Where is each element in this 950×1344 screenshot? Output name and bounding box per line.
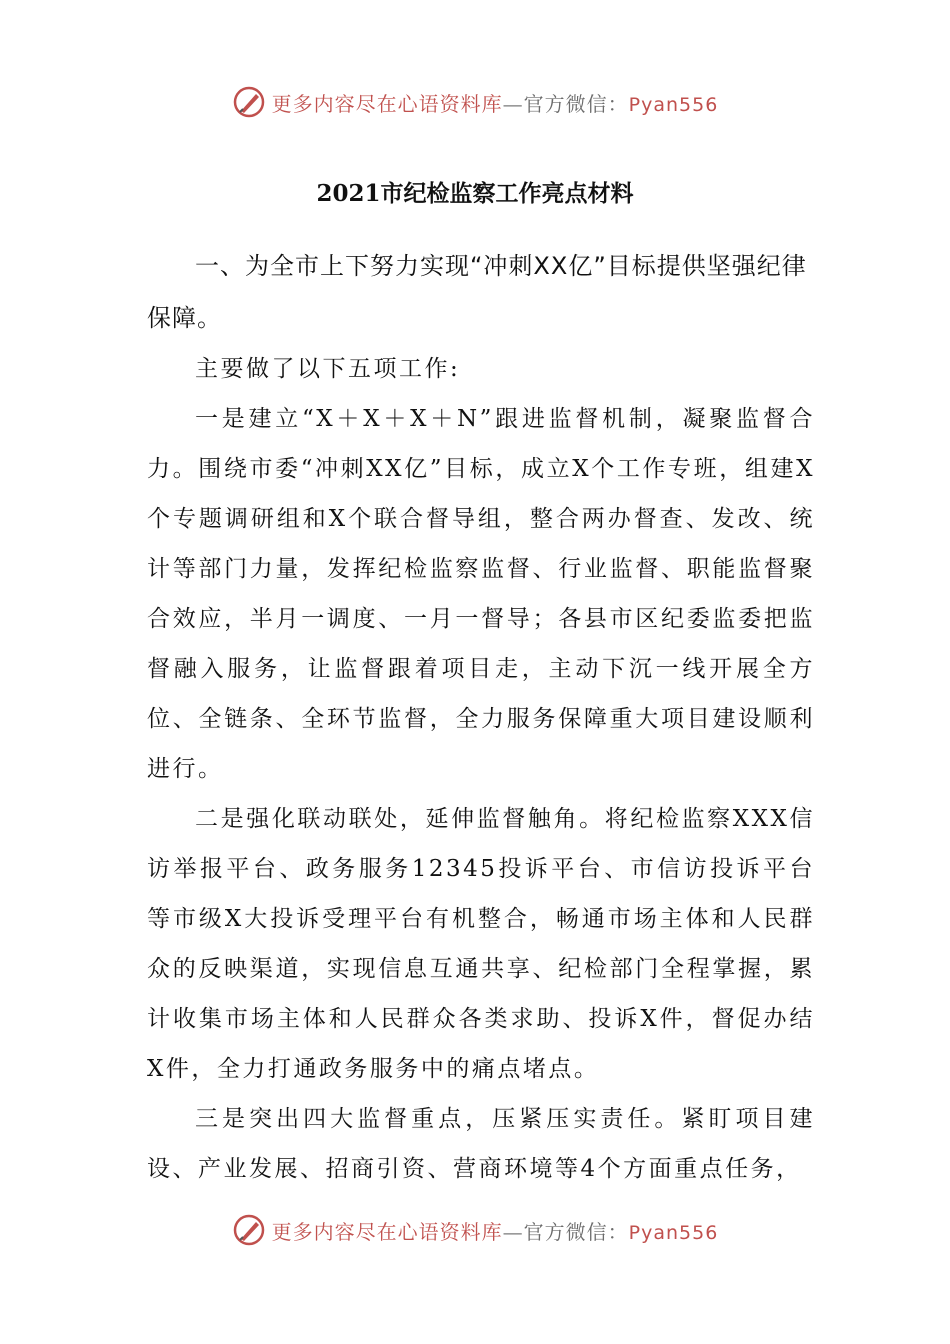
watermark-label: 官方微信：	[523, 91, 629, 116]
quill-logo-icon	[232, 85, 266, 119]
paragraph-three: 三是突出四大监督重点，压紧压实责任。紧盯项目建设、产业发展、招商引资、营商环境等4个方面重点任务，	[147, 1106, 815, 1182]
paragraph-two: 二是强化联动联处，延伸监督触角。将纪检监察XXX信访举报平台、政务服务12345投诉平台、市信访投诉平台等市级X大投诉受理平台有机整合，畅通市场主体和人民群众的反映渠道，实现信息互通共享、纪检部门全程掌握，累计收集市场主体和人民群众各类求助、投诉X件，督促办结X件，全力打通政务服务中的痛点堵点。	[147, 806, 815, 1082]
watermark-banner-top	[0, 82, 950, 122]
paragraph-one: 一是建立“X＋X＋X＋N”跟进监督机制，凝聚监督合力。围绕市委“冲刺XX亿”目标，成立X个工作专班，组建X个专题调研组和X个联合督导组，整合两办督查、发改、统计等部门力量，发挥纪检监察监督、行业监督、职能监督聚合效应，半月一调度、一月一督导；各县市区纪委监委把监督融入服务，让监督跟着项目走，主动下沉一线开展全方位、全链条、全环节监督，全力服务保障重大项目建设顺利进行。	[147, 406, 815, 782]
watermark-dash: —	[502, 1219, 524, 1244]
paragraph-intro: 主要做了以下五项工作:	[195, 356, 461, 382]
watermark-brand: 更多内容尽在心语资料库	[271, 1219, 503, 1244]
watermark-banner-bottom	[0, 1210, 950, 1250]
watermark-label: 官方微信：	[523, 1219, 629, 1244]
watermark-dash: —	[502, 91, 524, 116]
watermark-wechat: Pyan556	[628, 93, 719, 116]
document-title: 2021市纪检监察工作亮点材料	[316, 180, 634, 207]
watermark-brand: 更多内容尽在心语资料库	[271, 91, 503, 116]
watermark-wechat: Pyan556	[628, 1221, 719, 1244]
section-heading: 一、为全市上下努力实现“冲刺XX亿”目标提供坚强纪律保障。	[147, 252, 807, 332]
quill-logo-icon	[232, 1213, 266, 1247]
document-body	[147, 240, 815, 1194]
